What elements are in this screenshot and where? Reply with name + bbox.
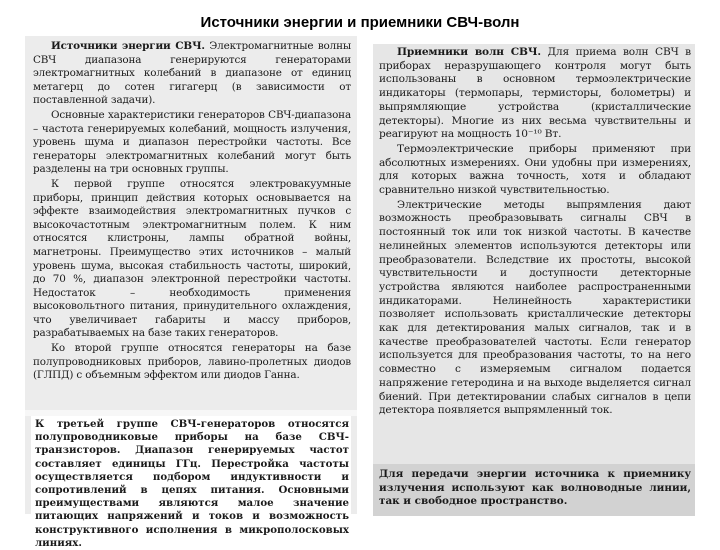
left-paragraph-5: К третьей группе СВЧ-генераторов относятся полупроводниковые приборы на базе СВЧ-транзисторов. Диапазон генерируемых частот составляет единицы ГГц. Перестройка частоты осуществляется подбором индуктивности и сопротивлений в цепях питания. Основными преимуществами являются малое значение питающих напряжений и токов и возможность конструктивного исполнения в микрополосковых линиях. bbox=[35, 418, 349, 549]
left-paragraph-3: К первой группе относятся электровакуумные приборы, принцип действия которых основывается на эффекте взаимодействия электромагнитных пучков с высокочастотным электромагнитным полем. К ним относятся клистроны, лампы обратной войны, магнетроны. Преимущество этих источников – малый уровень шума, высокая стабильность частоты, широкий, до 70 %, диапазон электронной перестройки частоты. Недостаток – необходимость применения высоковольтного питания, принудительного охлаждения, что увеличивает габариты и массу приборов, разрабатываемых на базе таких генераторов. bbox=[33, 177, 351, 340]
right-p1-text: Для приема волн СВЧ в приборах неразрушающего контроля могут быть использованы в основном термоэлектрические индикаторы (термопары, термисторы, болометры) и выпрямляющие устройства (кристаллические детекторы). Многие из них весьма чувствительны и реагируют на мощность 10⁻¹⁰ Вт. bbox=[379, 46, 691, 141]
right-heading: Приемники волн СВЧ. bbox=[397, 46, 541, 58]
right-paragraph-3: Электрические методы выпрямления дают возможность преобразовывать сигналы СВЧ в постоянный ток или ток низкой частоты. В качестве нелинейных элементов используются детекторы или преобразователи. Вследствие их простоты, высокой чувствительности и доступности детекторные устройства являются наиболее распространенными индикаторами. Нелинейность характеристики позволяет использовать кристаллические детекторы как для детектирования малых сигналов, так и в качестве преобразователей частоты. Если генератор используется для преобразования частоты, то на него совместно с измеряемым сигналом подается напряжение гетеродина и на выходе выделяется сигнал биений. При детектировании слабых сигналов в цепи детектора появляется выпрямленный ток. bbox=[379, 198, 691, 417]
right-paragraph-2: Термоэлектрические приборы применяют при абсолютных измерениях. Они удобны при измерениях, для которых важна точность, хотя и обладают сравнительно низкой чувствительностью. bbox=[379, 142, 691, 197]
right-paragraph-4: Для передачи энергии источника к приемнику излучения используют как волноводные линии, так и свободное пространство. bbox=[379, 468, 691, 508]
left-paragraph-2: Основные характеристики генераторов СВЧ-диапазона – частота генерируемых колебаний, мощность излучения, уровень шума и диапазон перестройки частоты. Все генераторы электромагнитных колебаний могут быть разделены на три основных группы. bbox=[33, 108, 351, 176]
left-paragraph-1 bbox=[33, 40, 351, 108]
left-scan-panel bbox=[25, 36, 357, 549]
right-paragraph-1 bbox=[379, 46, 691, 142]
right-text bbox=[379, 46, 691, 418]
left-p1-text: Электромагнитные волны СВЧ диапазона генерируются генераторами электромагнитных колебаний в диапазоне от единиц метагерц до сотен гигагерц (в зависимости от поставленной задачи). bbox=[33, 40, 352, 107]
left-text bbox=[33, 40, 351, 383]
page-title: Источники энергии и приемники СВЧ-волн bbox=[200, 14, 520, 31]
left-paragraph-4: Ко второй группе относятся генераторы на базе полупроводниковых приборов, лавино-пролетных диодов (ГЛПД) с объемным эффектом или диодов Ганна. bbox=[33, 342, 351, 382]
right-scan-panel bbox=[373, 44, 695, 516]
left-heading: Источники энергии СВЧ. bbox=[51, 40, 205, 52]
